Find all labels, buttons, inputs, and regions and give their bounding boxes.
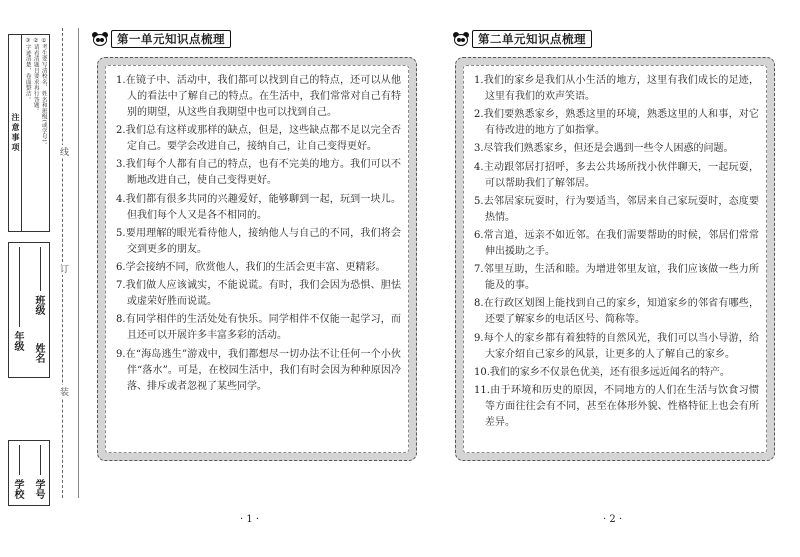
list-item: 10.我们的家乡不仅景色优美，还有很多远近闻名的特产。 — [474, 366, 730, 378]
page1-number: · 1 · — [240, 514, 260, 525]
notice-line: ②请看清题目要求再行答题。 — [32, 38, 39, 114]
page2-title — [453, 30, 592, 48]
notice-header — [9, 35, 22, 231]
list-item: 8.在行政区划图上能找到自己的家乡，知道家乡的邻省有哪些，还要了解家乡的电话区号、简称等。 — [474, 298, 759, 326]
page2-title-text: 第二单元知识点梳理 — [472, 30, 592, 48]
page2-number: · 2 · — [603, 514, 623, 525]
list-item: 3.尽管我们熟悉家乡，但还是会遇到一些令人困惑的问题。 — [474, 143, 734, 155]
student-id-field[interactable] — [33, 479, 43, 499]
binding-strip — [0, 0, 82, 557]
grade-label: 年级 — [12, 331, 23, 351]
cut-mark-xian: 线 — [58, 147, 68, 156]
list-item: 3.我们每个人都有自己的特点，也有不完美的地方。我们可以不断地改进自己，使自己变得更好。 — [116, 159, 401, 187]
class-write-line — [40, 247, 41, 291]
class-field[interactable] — [33, 295, 43, 315]
list-item: 11.由于环境和历史的原因，不同地方的人们在生活与饮食习惯等方面往往会有不同，甚至在体形外貌、性格特征上也会有所差异。 — [474, 384, 759, 428]
list-item: 4.主动跟邻居打招呼，多去公共场所找小伙伴聊天，一起玩耍，可以帮助我们了解邻居。 — [474, 161, 759, 189]
school-id-box — [8, 440, 50, 506]
grade-field[interactable] — [12, 331, 22, 351]
notice-line: ①考生要写清校名、姓名和班级(或学号)。 — [40, 38, 47, 148]
list-item: 6.学会接纳不同，欣赏他人，我们的生活会更丰富、更精彩。 — [116, 261, 386, 273]
list-item: 7.我们做人应该诚实，不能说谎。有时，我们会因为恐惧、胆怯或虚荣好胜而说谎。 — [116, 280, 401, 308]
list-item: 2.我们要熟悉家乡，熟悉这里的环境，熟悉这里的人和事，对它有待改进的地方了如指掌。 — [474, 109, 759, 137]
page2-content — [463, 65, 767, 453]
list-item: 1.我们的家乡是我们从小生活的地方，这里有我们成长的足迹，这里有我们的欢声笑语。 — [474, 75, 759, 102]
list-item: 5.去邻居家玩耍时，行为要适当，邻居来自己家玩耍时，态度要热情。 — [474, 195, 759, 223]
page2-panel — [455, 57, 775, 461]
list-item: 4.我们都有很多共同的兴趣爱好，能够聊到一起，玩到一块儿。但我们每个人又是各不相同的。 — [116, 193, 401, 221]
notice-lines — [23, 38, 47, 228]
cut-mark-ding: 订 — [58, 264, 68, 273]
list-item: 5.要用理解的眼光看待他人，接纳他人与自己的不同，我们将会交到更多的朋友。 — [116, 227, 401, 255]
page1-title — [92, 30, 231, 48]
notice-line: ③字迹清楚，卷面整洁。 — [24, 38, 31, 103]
page1-content — [105, 65, 409, 453]
notice-title: 注意事项 — [11, 113, 20, 153]
list-item: 7.邻里互助，生活和睦。为增进邻里友谊，我们应该做一些力所能及的事。 — [474, 264, 759, 292]
list-item: 8.有同学相伴的生活处处有快乐。同学相伴不仅能一起学习，而且还可以开展许多丰富多彩的活动。 — [116, 314, 401, 342]
class-label: 班级 — [33, 295, 44, 315]
list-item: 9.每个人的家乡都有着独特的自然风光，我们可以当小导游，给大家介绍自己家乡的风景，让更多的人了解自己的家乡。 — [474, 332, 759, 360]
cut-mark-zhuang: 装 — [58, 387, 68, 396]
student-id-label: 学号 — [33, 479, 44, 499]
margin-rule — [78, 28, 79, 498]
list-item: 2.我们总有这样或那样的缺点，但是，这些缺点都不足以完全否定自己。要学会改进自己，接纳自己，让自己变得更好。 — [116, 125, 401, 153]
school-field[interactable] — [12, 479, 22, 499]
grade-class-box — [8, 242, 50, 378]
list-item: 9.在“海岛逃生”游戏中，我们都想尽一切办法不让任何一个小伙伴“落水”。可是，在校园生活中，我们有时会因为种种原因冷落、排斥或者忽视了某些同学。 — [116, 348, 401, 392]
page1-title-text: 第一单元知识点梳理 — [111, 30, 231, 48]
panda-icon — [92, 32, 108, 47]
list-item: 6.常言道，远亲不如近邻。在我们需要帮助的时候，邻居们常常伸出援助之手。 — [474, 229, 759, 257]
panda-icon — [453, 32, 469, 47]
school-write-line — [19, 445, 20, 475]
name-label: 姓名 — [33, 343, 44, 363]
school-label: 学校 — [12, 479, 23, 499]
list-item: 1.在镜子中、活动中，我们都可以找到自己的特点，还可以从他人的看法中了解自己的特点。在生活中，我们常常对自己有特别的期望，从这些自我期望中也可以找到自己。 — [116, 75, 401, 118]
name-field[interactable] — [33, 343, 43, 363]
student-id-write-line — [40, 445, 41, 475]
notice-box — [8, 34, 50, 232]
grade-write-line — [19, 247, 20, 327]
page1-panel — [97, 57, 417, 461]
